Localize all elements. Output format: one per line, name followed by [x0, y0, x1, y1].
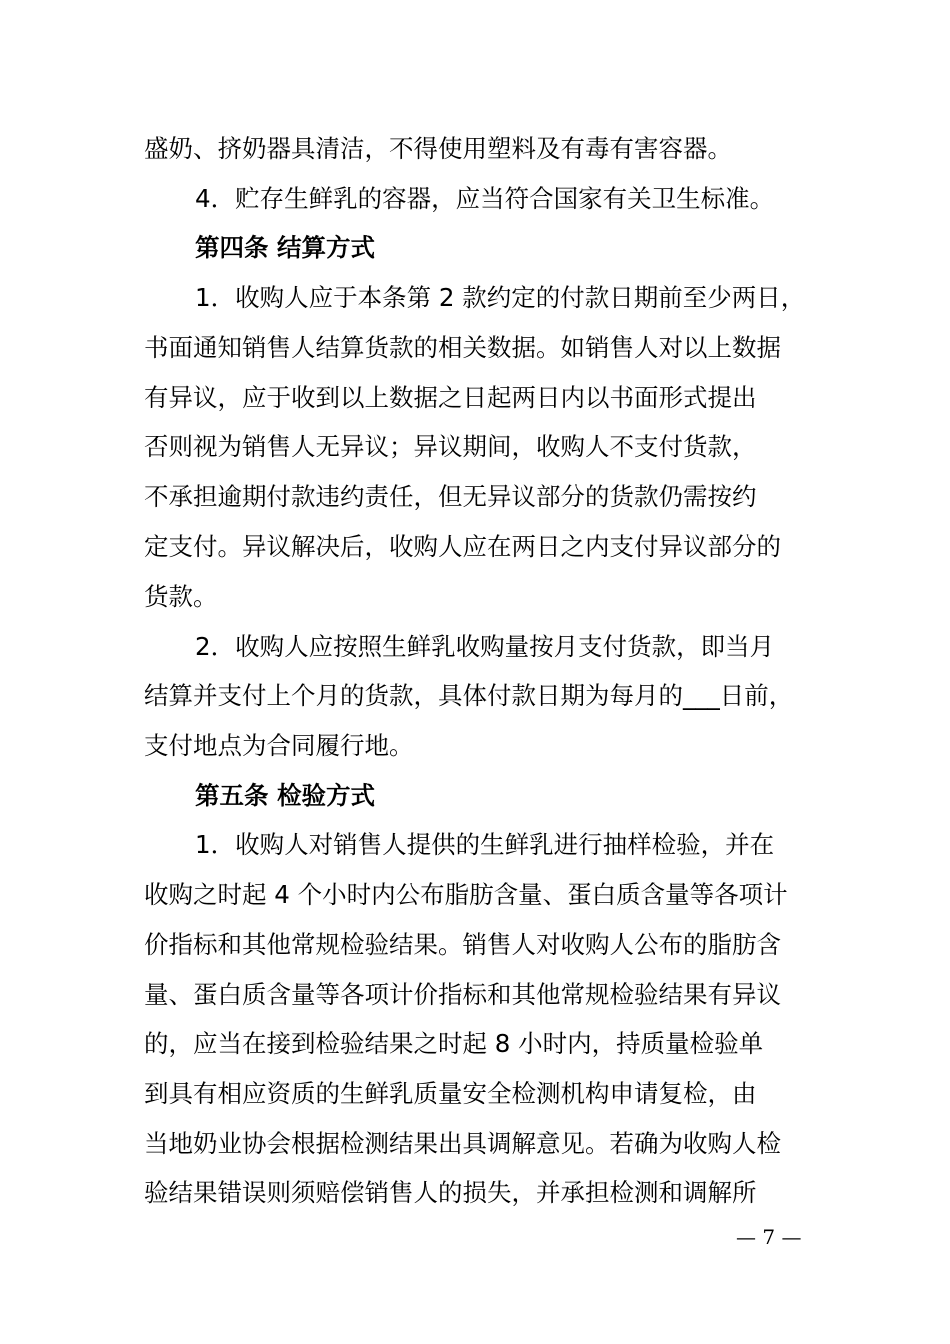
- text-line: 货款。: [144, 582, 218, 611]
- text-line: 盛奶、挤奶器具清洁，不得使用塑料及有毒有害容器。: [144, 134, 732, 163]
- text-line: 验结果错误则须赔偿销售人的损失，并承担检测和调解所: [144, 1178, 757, 1207]
- text-line: 到具有相应资质的生鲜乳质量安全检测机构申请复检，由: [144, 1079, 757, 1108]
- text-line: 1．收购人对销售人提供的生鲜乳进行抽样检验，并在: [195, 830, 775, 859]
- text-line: 结算并支付上个月的货款，具体付款日期为每月的___日前，: [144, 681, 794, 710]
- text-line: 的，应当在接到检验结果之时起 8 小时内，持质量检验单: [144, 1029, 764, 1058]
- text-line: 不承担逾期付款违约责任，但无异议部分的货款仍需按约: [144, 482, 757, 511]
- text-line: 定支付。异议解决后，收购人应在两日之内支付异议部分的: [144, 532, 781, 561]
- section-heading: 第四条 结算方式: [195, 233, 376, 262]
- text-line: 4．贮存生鲜乳的容器，应当符合国家有关卫生标准。: [195, 184, 775, 213]
- text-line: 价指标和其他常规检验结果。销售人对收购人公布的脂肪含: [144, 930, 781, 959]
- text-line: 书面通知销售人结算货款的相关数据。如销售人对以上数据: [144, 333, 781, 362]
- text-line: 收购之时起 4 个小时内公布脂肪含量、蛋白质含量等各项计: [144, 880, 788, 909]
- text-line: 量、蛋白质含量等各项计价指标和其他常规检验结果有异议: [144, 980, 781, 1009]
- text-line: 2．收购人应按照生鲜乳收购量按月支付货款，即当月: [195, 632, 775, 661]
- text-line: 支付地点为合同履行地。: [144, 731, 414, 760]
- text-line: 否则视为销售人无异议；异议期间，收购人不支付货款，: [144, 432, 757, 461]
- text-line: 当地奶业协会根据检测结果出具调解意见。若确为收购人检: [144, 1129, 781, 1158]
- text-line: 有异议，应于收到以上数据之日起两日内以书面形式提出: [144, 383, 757, 412]
- section-heading: 第五条 检验方式: [195, 781, 376, 810]
- page-number: — 7 —: [736, 1225, 802, 1249]
- text-line: 1．收购人应于本条第 2 款约定的付款日期前至少两日，: [195, 283, 806, 312]
